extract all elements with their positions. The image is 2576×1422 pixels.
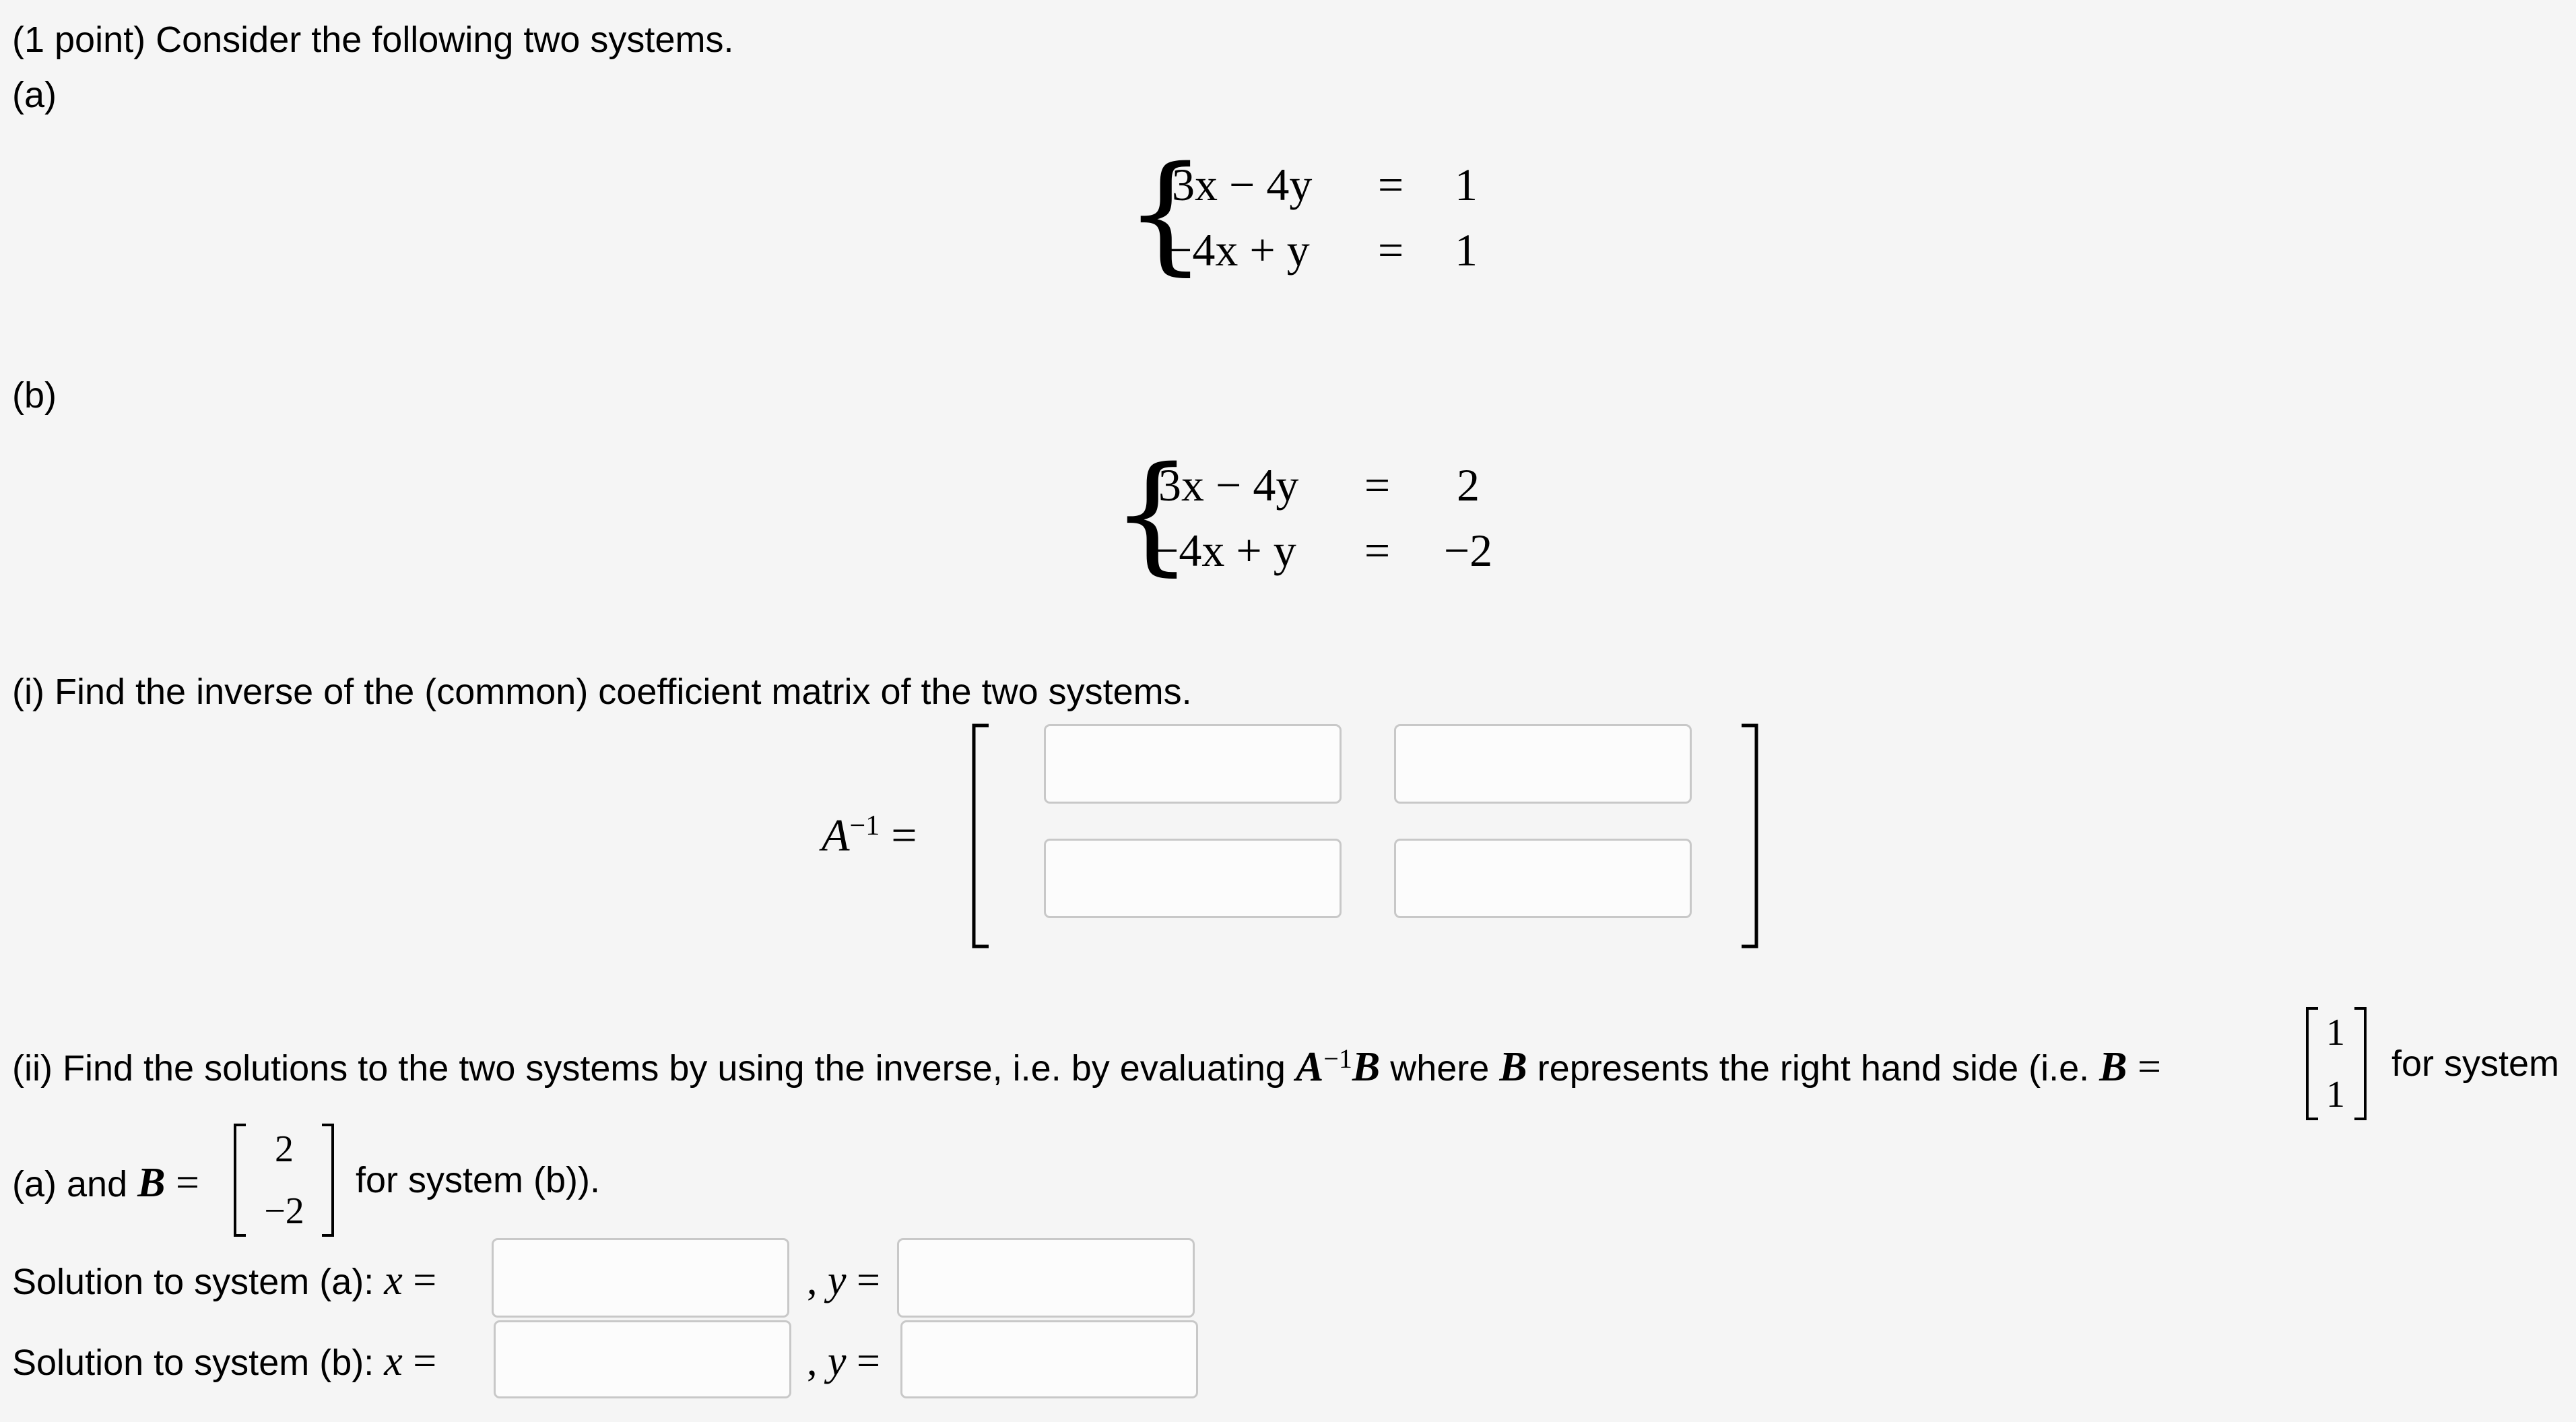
part-a-label: (a) <box>12 75 57 115</box>
solution-a-y-var: y <box>828 1258 847 1303</box>
system-a-eq1-rhs: 1 <box>1455 159 1478 210</box>
system-a-eq1-lhs: 3x − 4y <box>1172 159 1313 210</box>
system-a-brace: { <box>1125 139 1206 288</box>
solution-b-x-input[interactable] <box>494 1320 791 1398</box>
solution-b-label-text: Solution to system (b): <box>12 1343 385 1383</box>
b-label-b: B <box>137 1160 166 1206</box>
system-a-eq2-equals: = <box>1377 224 1404 276</box>
vector-b-right-bracket <box>319 1124 335 1237</box>
solution-a-label-text: Solution to system (a): <box>12 1262 385 1302</box>
matrix-left-bracket <box>970 724 997 948</box>
system-b-eq2-rhs: −2 <box>1443 525 1493 576</box>
vector-a-entry-1: 1 <box>2326 1012 2345 1054</box>
inverse-cell-r2c1-input[interactable] <box>1044 839 1342 918</box>
b-label-a: B <box>2099 1044 2127 1090</box>
inverse-label-exponent: −1 <box>849 810 880 841</box>
part-ii-line2-start: (a) and <box>12 1164 138 1204</box>
matrix-right-bracket <box>1738 724 1764 948</box>
system-a-eq2-lhs: −4x + y <box>1166 224 1310 276</box>
solution-a-x-var: x <box>384 1258 403 1303</box>
solution-a-y-label <box>807 1260 880 1301</box>
solution-b-x-var: x <box>384 1338 403 1384</box>
part-ii-prompt-mid1: where <box>1380 1048 1500 1089</box>
vector-b-left-bracket <box>232 1124 249 1237</box>
expr-b: B <box>1352 1044 1381 1090</box>
solution-a-label <box>12 1260 436 1301</box>
inverse-cell-r1c1-input[interactable] <box>1044 724 1342 804</box>
b-label-b-equals: = <box>165 1160 199 1206</box>
vector-b-entry-2: −2 <box>264 1190 304 1232</box>
inverse-cell-r2c2-input[interactable] <box>1394 839 1692 918</box>
expr-a-exponent: −1 <box>1323 1043 1352 1074</box>
inverse-label-equals: = <box>891 809 917 861</box>
part-ii-prompt-line1 <box>12 1045 2161 1088</box>
solution-b-y-label <box>807 1340 880 1382</box>
solution-a-x-equals: = <box>402 1258 437 1303</box>
solution-a-y-input[interactable] <box>897 1238 1195 1318</box>
b-label-a-equals: = <box>2127 1044 2161 1090</box>
part-b-label: (b) <box>12 375 57 416</box>
system-a-eq1-equals: = <box>1377 159 1404 210</box>
vector-b-entry-1: 2 <box>275 1128 294 1170</box>
var-b: B <box>1499 1044 1527 1090</box>
solution-a-comma: , <box>807 1258 818 1303</box>
system-b-eq2-lhs: −4x + y <box>1153 525 1296 576</box>
inverse-label <box>822 809 917 861</box>
part-ii-prompt-line2 <box>12 1162 199 1204</box>
solution-b-y-equals: = <box>846 1338 880 1384</box>
intro-text: (1 point) Consider the following two systems. <box>12 20 734 60</box>
part-ii-prompt-start: (ii) Find the solutions to the two systems by using the inverse, i.e. by evaluating <box>12 1048 1296 1089</box>
solution-a-y-equals: = <box>846 1258 880 1303</box>
part-ii-prompt-end: for system <box>2391 1043 2560 1084</box>
vector-a-right-bracket <box>2352 1007 2368 1120</box>
part-i-prompt: (i) Find the inverse of the (common) coefficient matrix of the two systems. <box>12 672 1192 712</box>
inverse-cell-r1c2-input[interactable] <box>1394 724 1692 804</box>
solution-a-x-input[interactable] <box>492 1238 789 1318</box>
system-b-eq1-lhs: 3x − 4y <box>1158 459 1299 511</box>
vector-a-entry-2: 1 <box>2326 1074 2345 1116</box>
system-b-eq1-equals: = <box>1364 459 1391 511</box>
solution-b-y-var: y <box>828 1338 847 1384</box>
system-b-eq1-rhs: 2 <box>1457 459 1480 511</box>
inverse-label-a: A <box>822 809 850 861</box>
system-b-eq2-equals: = <box>1364 525 1391 576</box>
solution-b-y-input[interactable] <box>900 1320 1198 1398</box>
system-b-brace: { <box>1111 439 1193 588</box>
solution-b-label <box>12 1340 436 1382</box>
part-ii-line2-end: for system (b)). <box>356 1160 601 1200</box>
solution-b-comma: , <box>807 1338 818 1384</box>
part-ii-prompt-mid2: represents the right hand side (i.e. <box>1527 1048 2100 1089</box>
system-a-eq2-rhs: 1 <box>1455 224 1478 276</box>
expr-a: A <box>1295 1044 1324 1090</box>
solution-b-x-equals: = <box>402 1338 437 1384</box>
